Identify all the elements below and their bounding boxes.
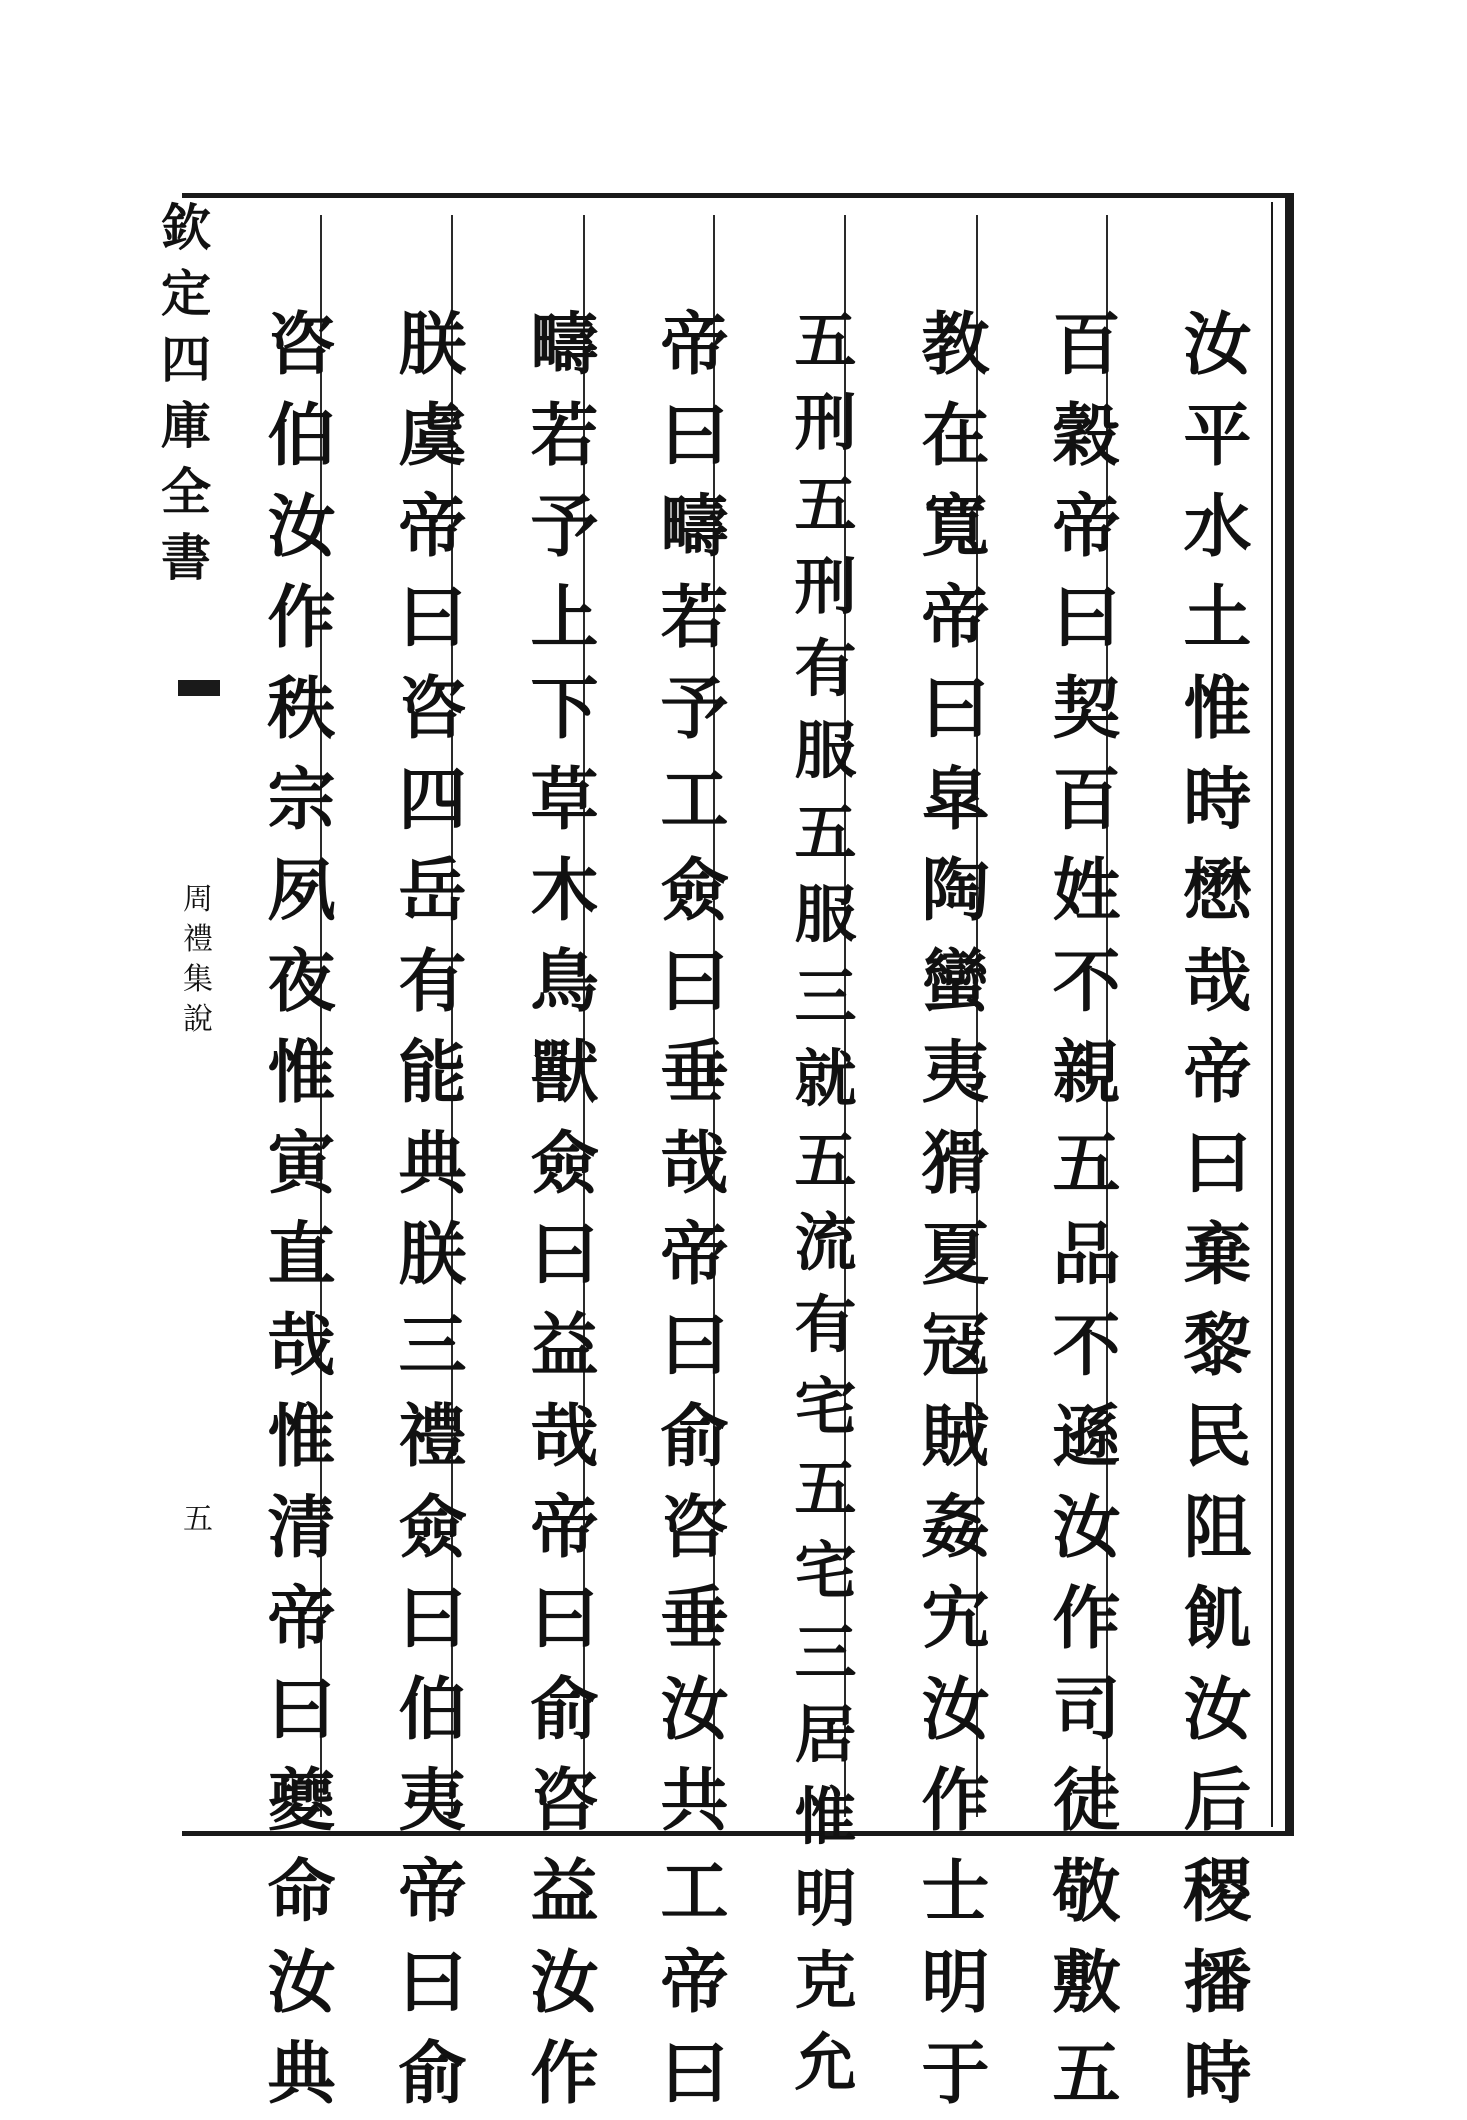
- text-char: 帝: [660, 1215, 729, 1295]
- text-char: 司: [1052, 1670, 1121, 1750]
- text-char: 禮: [398, 1397, 467, 1477]
- text-char: 遜: [1052, 1397, 1121, 1477]
- text-char: 曰: [660, 942, 729, 1022]
- text-char: 鳥: [530, 942, 599, 1022]
- text-char: 三: [794, 1616, 857, 1689]
- text-char: 品: [1052, 1215, 1121, 1295]
- text-char: 五: [794, 468, 857, 541]
- text-char: 工: [660, 760, 729, 840]
- text-char: 曰: [660, 1306, 729, 1386]
- text-char: 曰: [398, 578, 467, 658]
- text-char: 獸: [530, 1033, 599, 1113]
- text-char: 曰: [398, 1579, 467, 1659]
- text-column: [249, 300, 354, 2120]
- text-char: 百: [1052, 305, 1121, 385]
- text-char: 汝: [267, 487, 336, 567]
- text-char: 黎: [1183, 1306, 1252, 1386]
- text-char: 士: [921, 1852, 990, 1932]
- text-char: 僉: [530, 1124, 599, 1204]
- text-char: 汝: [660, 1670, 729, 1750]
- text-char: 帝: [530, 1488, 599, 1568]
- text-char: 明: [794, 1862, 857, 1935]
- text-char: 帝: [267, 1579, 336, 1659]
- text-char: 夙: [267, 851, 336, 931]
- text-char: 蠻: [921, 942, 990, 1022]
- text-char: 典: [267, 2034, 336, 2114]
- text-char: 時: [1183, 760, 1252, 840]
- text-char: 工: [660, 1852, 729, 1932]
- text-char: 后: [1183, 1761, 1252, 1841]
- text-char: 咨: [530, 1761, 599, 1841]
- text-char: 汝: [1183, 305, 1252, 385]
- text-char: 水: [1183, 487, 1252, 567]
- text-char: 曰: [1052, 578, 1121, 658]
- text-char: 益: [530, 1306, 599, 1386]
- text-char: 咨: [660, 1488, 729, 1568]
- text-char: 虞: [398, 396, 467, 476]
- text-char: 垂: [660, 1033, 729, 1113]
- text-char: 帝: [398, 1852, 467, 1932]
- text-char: 曰: [530, 1579, 599, 1659]
- text-char: 阻: [1183, 1488, 1252, 1568]
- text-char: 五: [794, 796, 857, 869]
- text-column: [903, 300, 1008, 2120]
- text-char: 姓: [1052, 851, 1121, 931]
- text-char: 哉: [267, 1306, 336, 1386]
- text-char: 曰: [398, 1943, 467, 2023]
- text-char: 帝: [660, 1943, 729, 2023]
- text-char: 曰: [530, 1215, 599, 1295]
- margin-page-number: 五: [183, 1502, 213, 1537]
- text-char: 作: [530, 2034, 599, 2114]
- text-char: 宅: [794, 1534, 857, 1607]
- text-char: 于: [921, 2034, 990, 2114]
- text-char: 五: [794, 1452, 857, 1525]
- text-char: 直: [267, 1215, 336, 1295]
- text-char: 敬: [1052, 1852, 1121, 1932]
- text-char: 懋: [1183, 851, 1252, 931]
- text-char: 夜: [267, 942, 336, 1022]
- text-char: 有: [794, 632, 857, 705]
- text-char: 惟: [794, 1780, 857, 1853]
- text-char: 三: [398, 1306, 467, 1386]
- text-char: 作: [1052, 1579, 1121, 1659]
- text-char: 不: [1052, 1306, 1121, 1386]
- text-char: 就: [794, 1042, 857, 1115]
- text-char: 予: [660, 669, 729, 749]
- text-char: 哉: [1183, 942, 1252, 1022]
- margin-series-title: [158, 195, 214, 591]
- text-char: 百: [1052, 760, 1121, 840]
- text-char: 克: [794, 1944, 857, 2017]
- text-char: 木: [530, 851, 599, 931]
- text-char: 徒: [1052, 1761, 1121, 1841]
- text-char: 惟: [1183, 669, 1252, 749]
- text-char: 宄: [921, 1579, 990, 1659]
- text-char: 契: [1052, 669, 1121, 749]
- text-char: 帝: [1052, 487, 1121, 567]
- text-char: 秩: [267, 669, 336, 749]
- text-char: 垂: [660, 1579, 729, 1659]
- text-char: 僉: [660, 851, 729, 931]
- margin-title-char: 欽: [161, 198, 211, 257]
- margin-title-char: 庫: [161, 396, 211, 455]
- text-char: 上: [530, 578, 599, 658]
- text-char: 汝: [267, 1943, 336, 2023]
- margin-title-char: 四: [161, 330, 211, 389]
- text-char: 益: [530, 1852, 599, 1932]
- text-char: 共: [660, 1761, 729, 1841]
- text-char: 咨: [398, 669, 467, 749]
- text-char: 俞: [530, 1670, 599, 1750]
- text-char: 曰: [660, 396, 729, 476]
- text-char: 流: [794, 1206, 857, 1279]
- text-char: 作: [267, 578, 336, 658]
- text-char: 五: [794, 304, 857, 377]
- text-char: 命: [267, 1852, 336, 1932]
- margin-book-char: 集: [183, 962, 213, 997]
- text-column: [1034, 300, 1139, 2120]
- text-char: 寅: [267, 1124, 336, 1204]
- text-char: 冦: [921, 1306, 990, 1386]
- margin-title-char: 定: [161, 264, 211, 323]
- text-column: [512, 300, 617, 2120]
- text-char: 典: [398, 1124, 467, 1204]
- text-char: 帝: [398, 487, 467, 567]
- text-char: 有: [398, 942, 467, 1022]
- text-char: 草: [530, 760, 599, 840]
- text-char: 民: [1183, 1397, 1252, 1477]
- fishtail-mark: [178, 680, 220, 696]
- text-char: 夏: [921, 1215, 990, 1295]
- text-char: 帝: [660, 305, 729, 385]
- text-char: 哉: [530, 1397, 599, 1477]
- text-char: 宗: [267, 760, 336, 840]
- text-char: 下: [530, 669, 599, 749]
- text-char: 姦: [921, 1488, 990, 1568]
- text-char: 咨: [267, 305, 336, 385]
- text-char: 三: [794, 960, 857, 1033]
- text-char: 服: [794, 878, 857, 951]
- text-char: 俞: [660, 1397, 729, 1477]
- text-char: 居: [794, 1698, 857, 1771]
- text-char: 穀: [1052, 396, 1121, 476]
- text-char: 稷: [1183, 1852, 1252, 1932]
- text-char: 五: [794, 1124, 857, 1197]
- margin-title-char: 書: [161, 528, 211, 587]
- text-char: 疇: [660, 487, 729, 567]
- text-char: 敷: [1052, 1943, 1121, 2023]
- text-char: 五: [1052, 2034, 1121, 2114]
- text-char: 寬: [921, 487, 990, 567]
- text-char: 汝: [530, 1943, 599, 2023]
- text-char: 夷: [398, 1761, 467, 1841]
- text-char: 惟: [267, 1397, 336, 1477]
- text-char: 平: [1183, 396, 1252, 476]
- text-char: 刑: [794, 550, 857, 623]
- text-column: [642, 300, 747, 2120]
- text-column: [380, 300, 485, 2120]
- text-char: 夔: [267, 1761, 336, 1841]
- text-char: 僉: [398, 1488, 467, 1568]
- text-char: 不: [1052, 942, 1121, 1022]
- text-char: 陶: [921, 851, 990, 931]
- text-char: 帝: [1183, 1033, 1252, 1113]
- text-char: 帝: [921, 578, 990, 658]
- text-column: [773, 300, 878, 2104]
- margin-book-char: 說: [183, 1002, 213, 1037]
- text-char: 汝: [1183, 1670, 1252, 1750]
- text-char: 夷: [921, 1033, 990, 1113]
- text-char: 能: [398, 1033, 467, 1113]
- text-char: 伯: [267, 396, 336, 476]
- text-char: 播: [1183, 1943, 1252, 2023]
- text-char: 曰: [921, 669, 990, 749]
- text-char: 俞: [398, 2034, 467, 2114]
- text-char: 岳: [398, 851, 467, 931]
- text-char: 土: [1183, 578, 1252, 658]
- text-char: 若: [660, 578, 729, 658]
- text-char: 宅: [794, 1370, 857, 1443]
- text-char: 汝: [921, 1670, 990, 1750]
- text-char: 在: [921, 396, 990, 476]
- text-char: 曰: [660, 2034, 729, 2114]
- text-char: 棄: [1183, 1215, 1252, 1295]
- text-char: 猾: [921, 1124, 990, 1204]
- text-char: 刑: [794, 386, 857, 459]
- text-char: 親: [1052, 1033, 1121, 1113]
- text-char: 皐: [921, 760, 990, 840]
- text-char: 汝: [1052, 1488, 1121, 1568]
- text-char: 有: [794, 1288, 857, 1361]
- text-char: 若: [530, 396, 599, 476]
- text-char: 伯: [398, 1670, 467, 1750]
- text-char: 朕: [398, 305, 467, 385]
- text-char: 賊: [921, 1397, 990, 1477]
- text-char: 惟: [267, 1033, 336, 1113]
- text-char: 曰: [267, 1670, 336, 1750]
- margin-book-char: 禮: [183, 922, 213, 957]
- margin-book-char: 周: [183, 882, 213, 917]
- text-char: 服: [794, 714, 857, 787]
- text-char: 哉: [660, 1124, 729, 1204]
- text-column: [1165, 300, 1270, 2120]
- text-char: 明: [921, 1943, 990, 2023]
- text-char: 允: [794, 2026, 857, 2099]
- text-char: 五: [1052, 1124, 1121, 1204]
- text-char: 予: [530, 487, 599, 567]
- margin-title-char: 全: [161, 462, 211, 521]
- margin-book-title: [180, 880, 216, 1040]
- text-char: 作: [921, 1761, 990, 1841]
- text-char: 時: [1183, 2034, 1252, 2114]
- text-char: 四: [398, 760, 467, 840]
- text-char: 飢: [1183, 1579, 1252, 1659]
- text-char: 疇: [530, 305, 599, 385]
- text-char: 清: [267, 1488, 336, 1568]
- text-char: 教: [921, 305, 990, 385]
- text-char: 朕: [398, 1215, 467, 1295]
- frame-inner-rule: [1271, 202, 1273, 1827]
- text-char: 曰: [1183, 1124, 1252, 1204]
